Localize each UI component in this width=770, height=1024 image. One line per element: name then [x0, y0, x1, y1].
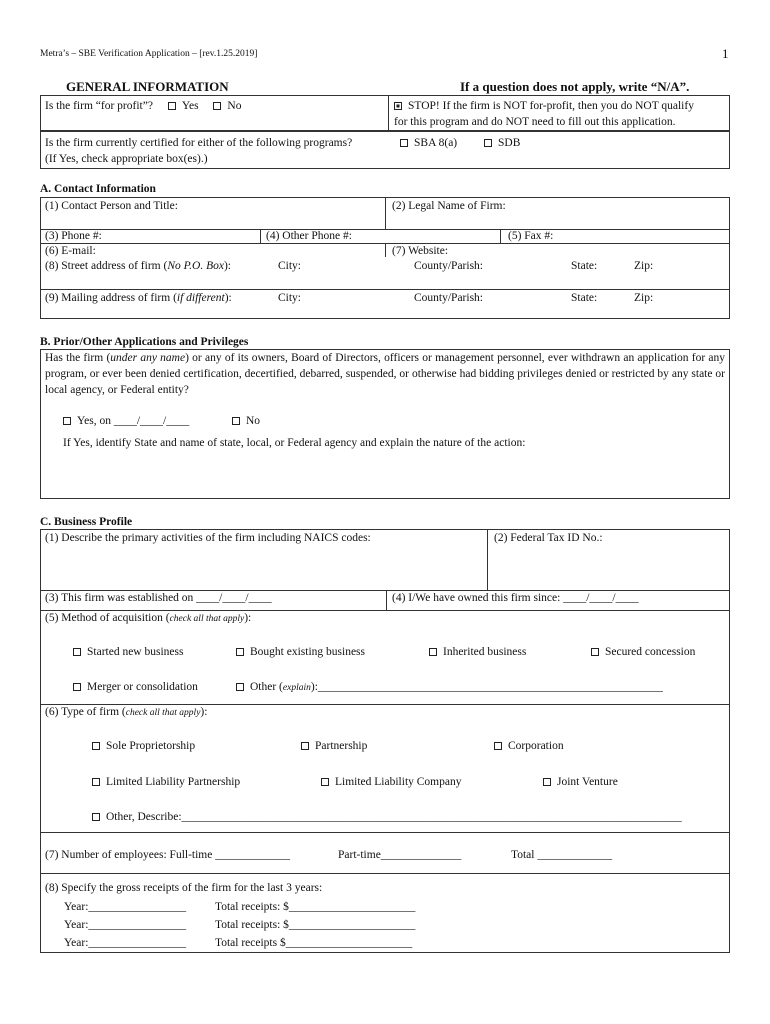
acquisition-inherited: Inherited business [429, 646, 526, 658]
mailing-address-label: (9) Mailing address of firm (if different): [45, 292, 232, 304]
receipts-total-2: Total receipts: $______________________ [215, 919, 416, 931]
type-llc: Limited Liability Company [321, 776, 461, 788]
sba-option: SBA 8(a) [400, 137, 457, 149]
firm-type-label: (6) Type of firm (check all that apply): [45, 706, 208, 718]
page-number: 1 [722, 46, 729, 61]
street-address-label: (8) Street address of firm (No P.O. Box): [45, 260, 231, 272]
type-llp: Limited Liability Partnership [92, 776, 240, 788]
phone-label: (3) Phone #: [45, 230, 102, 242]
type-partnership: Partnership [301, 740, 367, 752]
prior-applications-heading: B. Prior/Other Applications and Privileges [40, 336, 249, 348]
legal-name-label: (2) Legal Name of Firm: [392, 200, 506, 212]
prior-no-option: No [232, 415, 260, 427]
street-county-label: County/Parish: [414, 260, 484, 272]
for-profit-no-checkbox[interactable] [213, 102, 221, 110]
prior-yes-checkbox[interactable] [63, 417, 71, 425]
llc-checkbox[interactable] [321, 778, 329, 786]
sba-checkbox[interactable] [400, 139, 408, 147]
mailing-county-label: County/Parish: [414, 292, 484, 304]
business-profile-heading: C. Business Profile [40, 516, 133, 528]
receipts-year-1: Year:_________________ [64, 901, 187, 913]
prior-explain-label: If Yes, identify State and name of state, local, or Federal agency and explain the nature of the action: [63, 437, 526, 449]
fax-label: (5) Fax #: [508, 230, 554, 242]
type-sole-proprietorship: Sole Proprietorship [92, 740, 195, 752]
street-state-label: State: [571, 260, 598, 272]
general-information-heading: GENERAL INFORMATION [66, 79, 229, 94]
acquisition-other-checkbox[interactable] [236, 683, 244, 691]
type-other-checkbox[interactable] [92, 813, 100, 821]
partnership-checkbox[interactable] [301, 742, 309, 750]
type-corporation: Corporation [494, 740, 564, 752]
prior-yes-option: Yes, on ____/____/____ [63, 415, 189, 427]
contact-person-label: (1) Contact Person and Title: [45, 200, 178, 212]
sole-proprietorship-checkbox[interactable] [92, 742, 100, 750]
tax-id-label: (2) Federal Tax ID No.: [494, 532, 603, 544]
started-new-checkbox[interactable] [73, 648, 81, 656]
acquisition-other: Other (explain):____________________________________________________________ [236, 681, 663, 693]
established-label: (3) This firm was established on ____/____/____ [45, 592, 272, 604]
for-profit-question: Is the firm “for profit”? Yes No [45, 100, 242, 112]
email-label: (6) E-mail: [45, 245, 96, 257]
na-instruction: If a question does not apply, write “N/A”. [460, 79, 690, 94]
document-header: Metra’s – SBE Verification Application – [rev.1.25.2019] [40, 49, 258, 59]
type-other: Other, Describe:_______________________________________________________________________________________ [92, 811, 682, 823]
receipts-total-1: Total receipts: $______________________ [215, 901, 416, 913]
prior-no-checkbox[interactable] [232, 417, 240, 425]
owned-since-label: (4) I/We have owned this firm since: ____/____/____ [392, 592, 639, 604]
stop-notice: STOP! If the firm is NOT for-profit, then you do NOT qualify [394, 100, 694, 112]
employees-part-time: Part-time______________ [338, 849, 462, 861]
receipts-year-3: Year:_________________ [64, 937, 187, 949]
acquisition-merger: Merger or consolidation [73, 681, 198, 693]
bought-existing-checkbox[interactable] [236, 648, 244, 656]
mailing-state-label: State: [571, 292, 598, 304]
contact-heading: A. Contact Information [40, 183, 156, 195]
for-profit-yes-checkbox[interactable] [168, 102, 176, 110]
llp-checkbox[interactable] [92, 778, 100, 786]
primary-activities-label: (1) Describe the primary activities of the firm including NAICS codes: [45, 532, 371, 544]
employees-full-time: (7) Number of employees: Full-time _____________ [45, 849, 290, 861]
merger-checkbox[interactable] [73, 683, 81, 691]
website-label: (7) Website: [392, 245, 449, 257]
stop-notice-line2: for this program and do NOT need to fill out this application. [394, 116, 676, 128]
receipts-year-2: Year:_________________ [64, 919, 187, 931]
gross-receipts-label: (8) Specify the gross receipts of the firm for the last 3 years: [45, 882, 323, 894]
corporation-checkbox[interactable] [494, 742, 502, 750]
acquisition-started-new: Started new business [73, 646, 183, 658]
prior-applications-question: Has the firm (under any name) or any of its owners, Board of Directors, officers or management personnel, ever withdrawn an application for any program, or ever been denied certification, decertified, debarred, suspended, or otherwise had bidding privileges denied or restricted by any state or local agency, or Federal entity? [45, 352, 726, 396]
receipts-total-3: Total receipts $______________________ [215, 937, 413, 949]
joint-venture-checkbox[interactable] [543, 778, 551, 786]
acquisition-method-label: (5) Method of acquisition (check all that apply): [45, 612, 252, 624]
type-joint-venture: Joint Venture [543, 776, 618, 788]
inherited-checkbox[interactable] [429, 648, 437, 656]
street-zip-label: Zip: [634, 260, 654, 272]
secured-concession-checkbox[interactable] [591, 648, 599, 656]
sdb-checkbox[interactable] [484, 139, 492, 147]
sdb-option: SDB [484, 137, 520, 149]
employees-total: Total _____________ [511, 849, 613, 861]
street-city-label: City: [278, 260, 302, 272]
mailing-city-label: City: [278, 292, 302, 304]
acquisition-bought-existing: Bought existing business [236, 646, 365, 658]
stop-icon [394, 102, 402, 110]
certification-hint: (If Yes, check appropriate box(es).) [45, 153, 208, 165]
mailing-zip-label: Zip: [634, 292, 654, 304]
other-phone-label: (4) Other Phone #: [266, 230, 352, 242]
certification-question: Is the firm currently certified for either of the following programs? [45, 137, 353, 149]
acquisition-secured-concession: Secured concession [591, 646, 695, 658]
